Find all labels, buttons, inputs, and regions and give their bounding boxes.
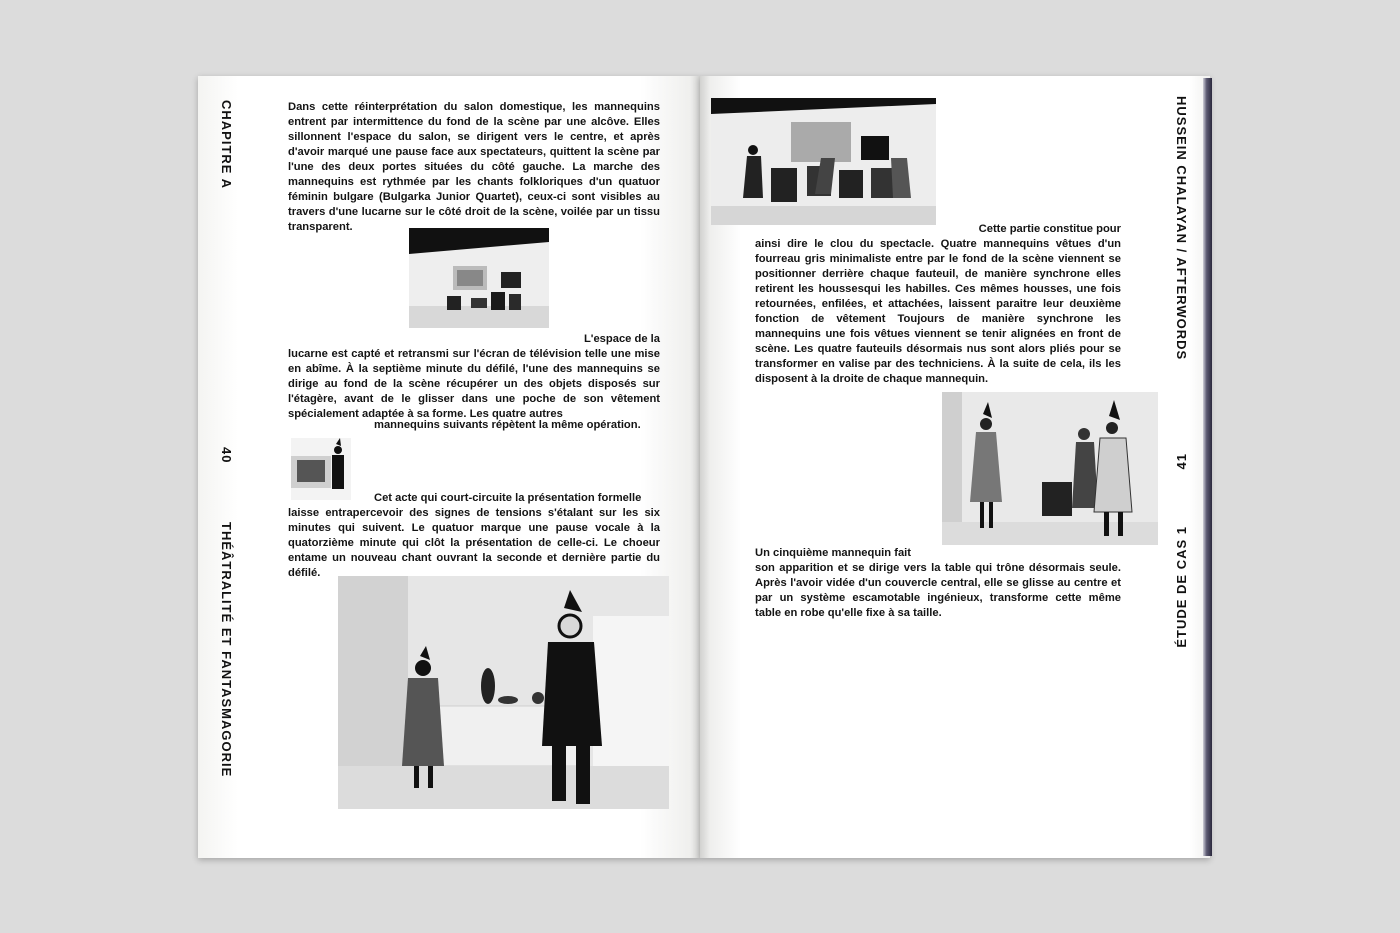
right-running-foot: ÉTUDE DE CAS 1: [1174, 526, 1189, 648]
photo-two-models: [338, 576, 669, 809]
left-paragraph-2: lucarne est capté et retransmi sur l'écran de télévision telle une mise en abîme. À la septième minute du défilé, l'une des mannequins se dirige au fond de la scène récupérer un des objets disposés sur l'étagère, avant de le glisser dans une poche de son vêtement spécialement adaptée à sa forme. Les quatre autres: [288, 348, 660, 420]
photo-models-armchairs: [711, 98, 936, 225]
left-paragraph-2-lead: L'espace de la: [583, 333, 660, 345]
left-page-number: 40: [219, 447, 234, 464]
left-paragraph-3: laisse entrapercevoir des signes de tensions s'étalant sur les six minutes qui suivent. Le quatuor marque une pause vocale à la quatorzième minute qui clôt la présentation de celle-ci. Le choeur entame un nouveau chant ouvrant la seconde et dernière partie du défilé.: [288, 507, 660, 579]
chapter-label: CHAPITRE A: [219, 100, 234, 189]
book-gutter: [690, 76, 710, 858]
right-paragraph-1-lead: Cette partie constitue pour: [978, 223, 1121, 235]
photo-model-shelf: [291, 438, 351, 500]
left-paragraph-1: Dans cette réinterprétation du salon domestique, les mannequins entrent par intermittence du fond de la scène par une alcôve. Elles sillonnent l'espace du salon, se dirigent vers le centre, et après d'avoir marqué une pause face aux spectateurs, quittent la scène par l'une des deux portes situées du côté gauche. La marche des mannequins est rythmée par les chants folkloriques d'un quatuor féminin bulgare (Bulgarka Junior Quartet), ceux-ci sont visibles au travers d'une lucarne sur le côté droit de la scène, voilée par un tissu transparent.: [288, 101, 660, 233]
right-paragraph-1: ainsi dire le clou du spectacle. Quatre mannequins vêtues d'un fourreau gris minimaliste entre par le fond de la scène viennent se positionner derrière chaque fauteuil, de manière synchrone elles retirent les houssesqui les habilles. Ces mêmes housses, une fois retournées, enfilées, et attachées, laissent paraitre leur deuxième fonction de vêtement Toujours de manière synchrone les mannequins une fois vêtues viennent se tenir alignées en front de scène. Les quatre fauteuils désormais nus sont alors pliés pour se transformer en valise par des techniciens. À la suite de cela, ils les disposent à la droite de chaque mannequin.: [755, 238, 1121, 385]
left-paragraph-2-end: mannequins suivants répètent la même opération.: [374, 419, 641, 431]
right-paragraph-2-lead: Un cinquième mannequin fait: [755, 547, 912, 559]
right-page-number: 41: [1174, 453, 1189, 470]
left-running-foot: THÉÂTRALITÉ ET FANTASMAGORIE: [219, 522, 234, 778]
photo-models-dresses: [942, 392, 1158, 545]
photo-salon-set: [409, 228, 549, 328]
book-edge: [1203, 78, 1212, 856]
right-running-head: HUSSEIN CHALAYAN / AFTERWORDS: [1174, 96, 1189, 361]
left-paragraph-3-lead: Cet acte qui court-circuite la présentation formelle: [374, 492, 642, 504]
right-paragraph-2: son apparition et se dirige vers la table qui trône désormais seule. Après l'avoir vidée d'un couvercle central, elle se glisse au centre et par un système escamotable ingénieux, transforme cette même table en robe qu'elle fixe à sa taille.: [755, 562, 1121, 619]
